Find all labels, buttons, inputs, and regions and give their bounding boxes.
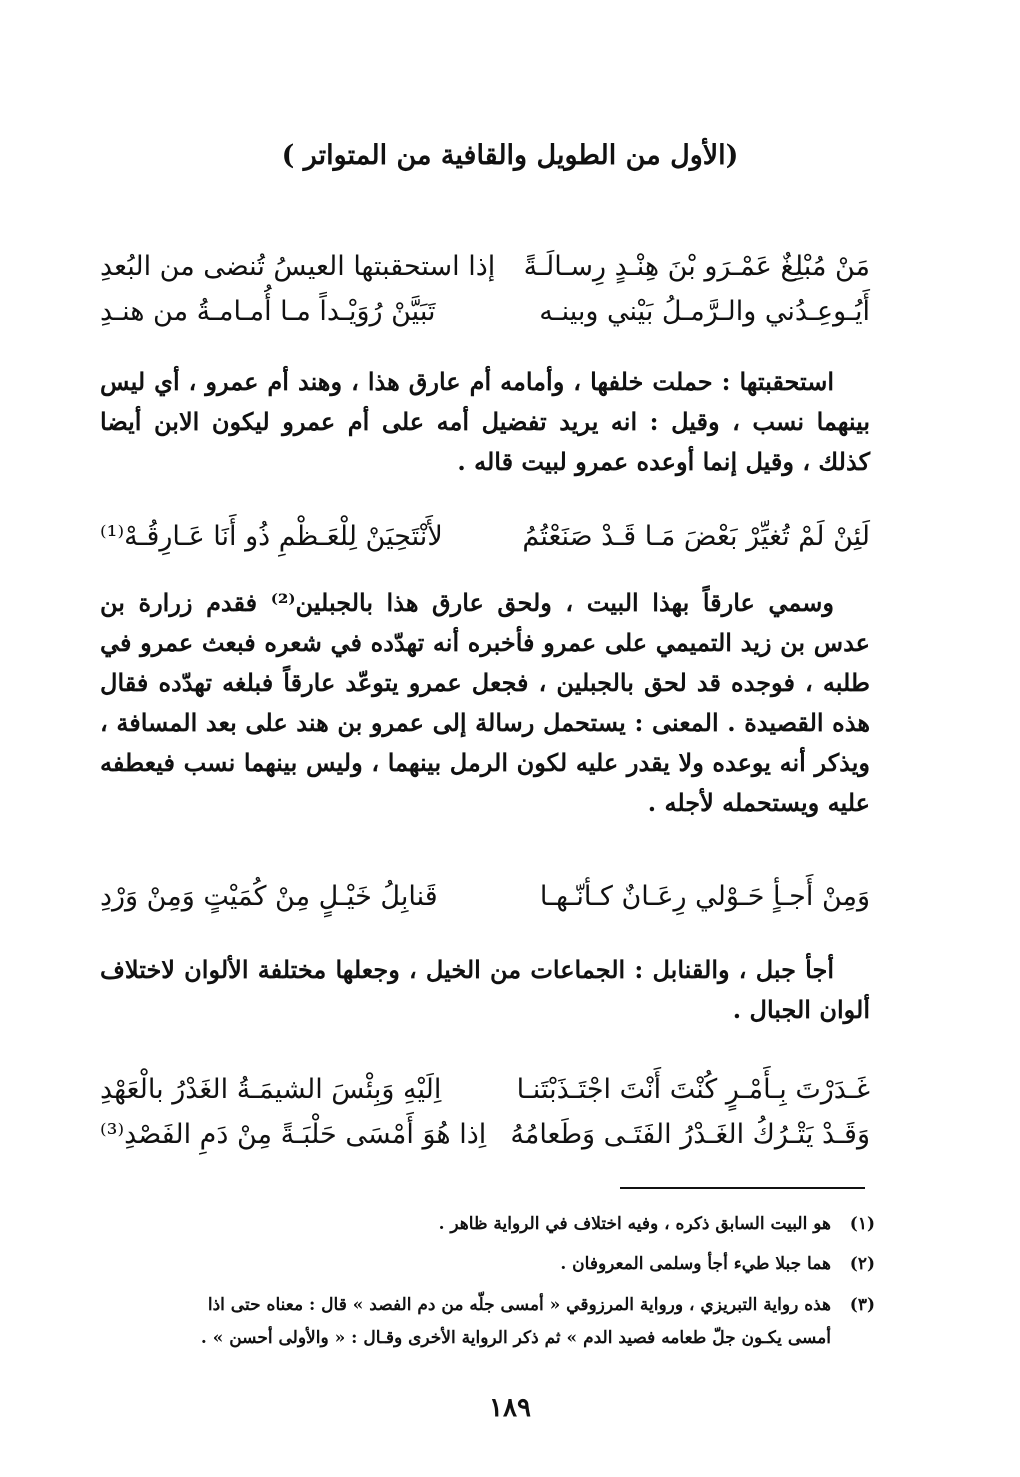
page-number: ١٨٩ xyxy=(489,1393,531,1423)
verse-second-hemistich: تَبَيَّنْ رُوَيْـداً مـا أُمـامـةُ من هنـدِ xyxy=(100,296,436,327)
verse-second-hemistich: اِلَيْهِ وَبِئْسَ الشيمَـةُ الغَدْرُ بالْعَهْدِ xyxy=(100,1074,442,1105)
verse-line xyxy=(100,1070,870,1110)
commentary-paragraph xyxy=(100,950,870,1030)
footnote-divider xyxy=(620,1187,865,1189)
verse-first-hemistich: وَمِنْ أَجـأٍ حَـوْلي رِعَـانٌ كـأنّـهـا xyxy=(539,881,870,912)
verse-line xyxy=(100,292,870,332)
verse-first-hemistich: وَقَـدْ يَتْـرُكُ الغَـدْرُ الفَتَـى وَطَعامُهُ xyxy=(510,1119,870,1150)
verse-second-hemistich: إذا استحقبتها العيسُ تُنضى من البُعدِ xyxy=(100,251,496,282)
footnote-continuation: أمسى يكـون جلّ طعامه فصيد الدم » ثم ذكر الرواية الأخرى وقـال : « والأولى أحسن » . xyxy=(200,1328,831,1348)
verse-first-hemistich: أَيُـوعِـدُني والـرَّمـلُ بَيْني وبينـه xyxy=(539,296,870,327)
footnote-number: (٢) xyxy=(849,1254,875,1274)
footnote-text: هما جبلا طيء أجأ وسلمى المعروفان . xyxy=(560,1254,831,1274)
footnote xyxy=(100,1248,875,1281)
verse-first-hemistich: غَـدَرْتَ بِـأَمْـرٍ كُنْتَ أَنْتَ اجْتَـذَبْتَنـا xyxy=(516,1074,870,1105)
verse-line xyxy=(100,877,870,917)
verse-second-hemistich: اِذا هُوَ أَمْسَى حَلْبَـةً مِنْ دَمِ الفَصْدِ⁽³⁾ xyxy=(100,1119,487,1150)
footnote-text: هذه رواية التبريزي ، ورواية المرزوقي « أمسى جلّه من دم الفصد » قال : معناه حتى اذا xyxy=(207,1295,831,1315)
verse-first-hemistich: لَئِنْ لَمْ تُغيِّرْ بَعْضَ مَـا قَـدْ صَنَعْتُمُ xyxy=(522,521,870,552)
verse-second-hemistich: قَنابِلُ خَيْـلٍ مِنْ كُمَيْتٍ وَمِنْ وَرْدِ xyxy=(100,881,438,912)
section-title: ( الأول من الطويل والقافية من المتواتر) xyxy=(281,140,739,171)
verse-second-hemistich: لأَنْتَحِيَنْ لِلْعَـظْمِ ذُو أَنَا عَـارِقُـهْ⁽¹⁾ xyxy=(100,521,443,552)
footnote-number: (٣) xyxy=(849,1295,875,1315)
verse-line xyxy=(100,517,870,557)
commentary-paragraph xyxy=(100,583,870,823)
commentary-text: وسمي عارقاً بهذا البيت ، ولحق عارق هذا بالجبلين⁽²⁾ فقدم زرارة بن عدس بن زيد التميمي على عمرو فأخبره أنه تهدّده في شعره فبعث عمرو في طلبه ، فوجده قد لحق بالجبلين ، فجعل عمرو يتوعّد عارقاً فبلغه تهدّده فقال هذه القصيدة . المعنى : يستحمل رسالة إلى عمرو بن هند على بعد المسافة ، ويذكر أنه يوعده ولا يقدر عليه لكون الرمل بينهما ، وليس بينهما نسب فيعطفه عليه ويستحمله لأجله . xyxy=(100,588,870,817)
commentary-text: استحقبتها : حملت خلفها ، وأمامه أم عارق هذا ، وهند أم عمرو ، أي ليس بينهما نسب ، وقيل : انه يريد تفضيل أمه على أم عمرو ليكون الابن أيضا كذلك ، وقيل إنما أوعده عمرو لبيت قاله . xyxy=(100,367,870,476)
footnote-number: (١) xyxy=(849,1214,875,1234)
verse-line xyxy=(100,247,870,287)
verse-first-hemistich: مَنْ مُبْلِغٌ عَمْـرَو بْنَ هِنْـدٍ رِسـالَـةً xyxy=(523,251,870,282)
commentary-text: أجأ جبل ، والقنابل : الجماعات من الخيل ، وجعلها مختلفة الألوان لاختلاف ألوان الجبال . xyxy=(100,955,870,1024)
verse-line xyxy=(100,1115,870,1155)
footnote xyxy=(100,1208,875,1241)
footnote xyxy=(100,1289,875,1355)
footnote-text: هو البيت السابق ذكره ، وفيه اختلاف في الرواية ظاهر . xyxy=(438,1214,831,1234)
commentary-paragraph xyxy=(100,362,870,482)
